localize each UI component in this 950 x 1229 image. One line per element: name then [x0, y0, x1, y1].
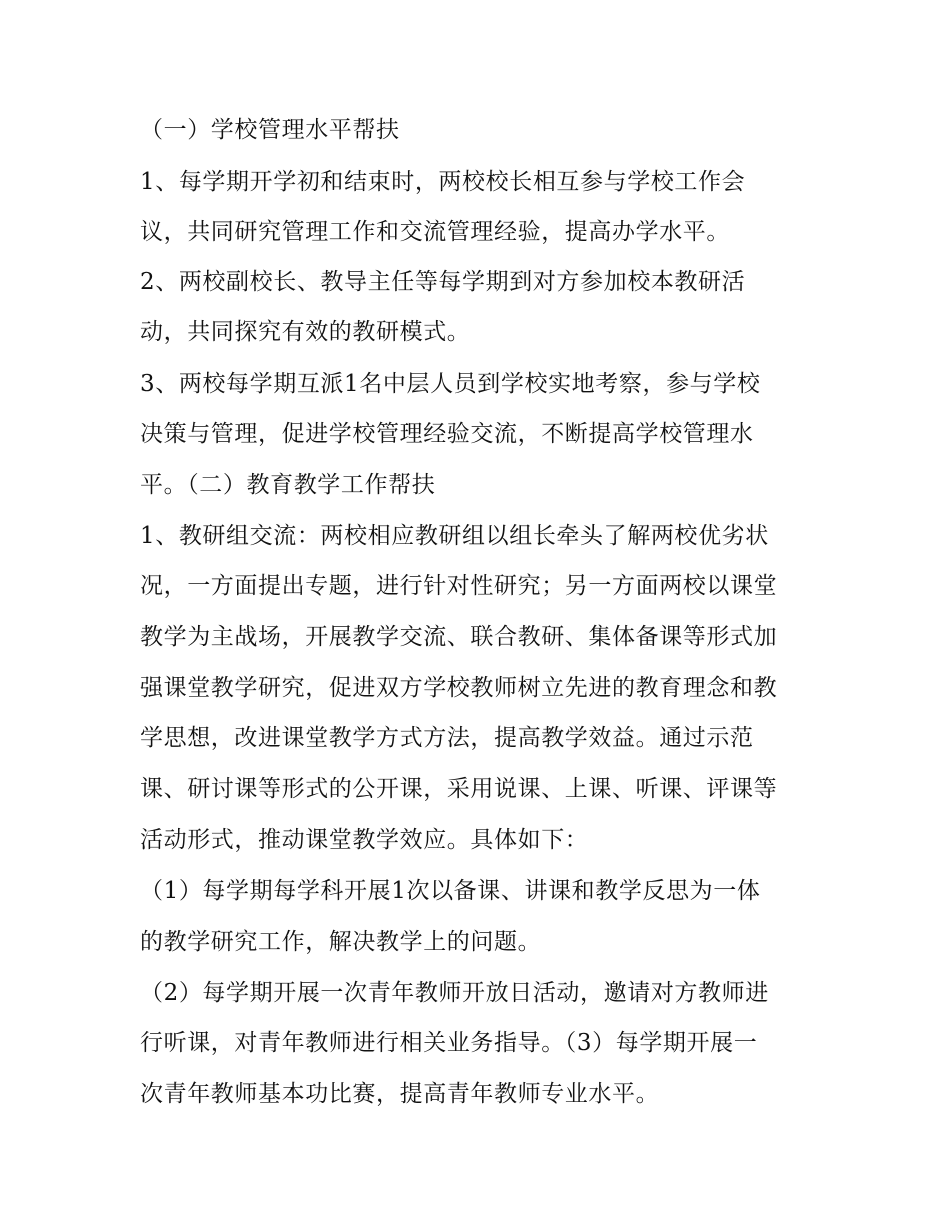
list-item-line: （2）每学期开展一次青年教师开放日活动，邀请对方教师进 — [140, 980, 769, 1006]
paragraph-line: 议，共同研究管理工作和交流管理经验，提高办学水平。 — [140, 219, 730, 245]
paragraph-line: 活动形式，推动课堂教学效应。具体如下： — [140, 827, 589, 853]
list-item-line: 的教学研究工作，解决教学上的问题。 — [140, 929, 542, 955]
section-heading-teaching: 平。（二）教育教学工作帮扶 — [140, 472, 436, 498]
list-item-line: （1）每学期每学科开展1次以备课、讲课和教学反思为一体 — [140, 878, 761, 904]
paragraph-line: 动，共同探究有效的教研模式。 — [140, 319, 471, 345]
section-heading-management: （一）学校管理水平帮扶 — [140, 117, 400, 143]
paragraph-line: 1、每学期开学初和结束时，两校校长相互参与学校工作会 — [140, 169, 746, 195]
paragraph-line: 教学为主战场，开展教学交流、联合教研、集体备课等形式加 — [140, 624, 778, 650]
paragraph-line: 课、研讨课等形式的公开课，采用说课、上课、听课、评课等 — [140, 776, 778, 802]
paragraph-line: 1、教研组交流：两校相应教研组以组长牵头了解两校优劣状 — [140, 523, 769, 549]
list-item-line: 行听课，对青年教师进行相关业务指导。（3）每学期开展一 — [140, 1030, 758, 1056]
list-item-line: 次青年教师基本功比赛，提高青年教师专业水平。 — [140, 1081, 660, 1107]
paragraph-line: 2、两校副校长、教导主任等每学期到对方参加校本教研活 — [140, 269, 746, 295]
paragraph-line: 强课堂教学研究，促进双方学校教师树立先进的教育理念和教 — [140, 675, 778, 701]
paragraph-line: 学思想，改进课堂教学方式方法，提高教学效益。通过示范 — [140, 725, 754, 751]
paragraph-line: 决策与管理，促进学校管理经验交流，不断提高学校管理水 — [140, 421, 754, 447]
paragraph-line: 况，一方面提出专题，进行针对性研究；另一方面两校以课堂 — [140, 573, 778, 599]
paragraph-line: 3、两校每学期互派1名中层人员到学校实地考察，参与学校 — [140, 371, 761, 397]
